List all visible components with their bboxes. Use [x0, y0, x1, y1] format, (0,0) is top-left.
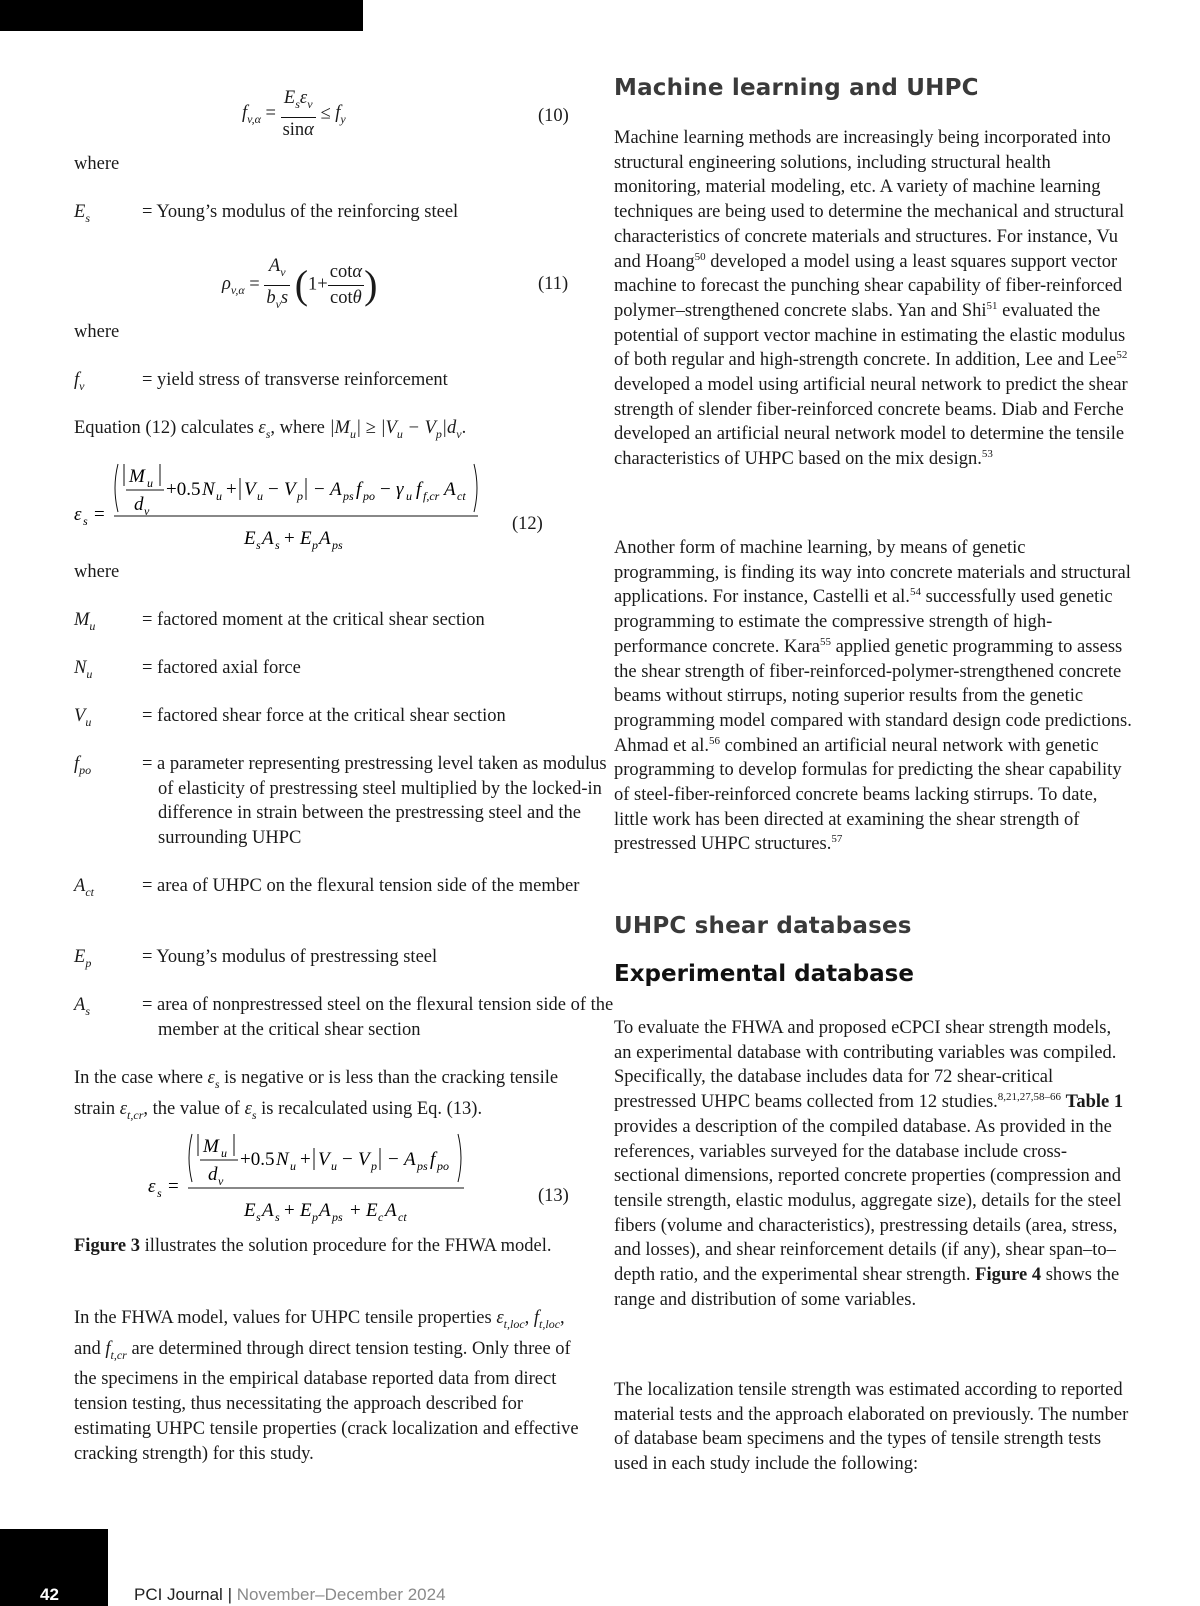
svg-text:s: s: [256, 538, 261, 552]
symbol-Act: $A_{ct}$: [74, 876, 94, 899]
svg-text:v: v: [144, 504, 150, 518]
equation-13-graphic: [148, 1126, 548, 1226]
equation-number: (10): [538, 106, 569, 126]
svg-text:u: u: [290, 1159, 296, 1173]
svg-text:u: u: [147, 476, 153, 490]
svg-text:p: p: [297, 489, 303, 503]
svg-text:V: V: [318, 1149, 330, 1170]
svg-text:u: u: [216, 489, 222, 503]
svg-text:ps: ps: [417, 1159, 428, 1173]
heading-experimental-database: Experimental database: [614, 961, 914, 987]
paragraph-fhwa: In the FHWA model, values for UHPC tensile properties $\varepsilon_{t,loc}$, $f_{t,loc}$, and $f_{t,cr}$ are determined through direct tension testing. Only three of the specimens in the empirical database reported data from direct tension testing, thus necessitating the approach described for estimating UHPC tensile properties (crack localization and effective cracking strength) for this study.: [74, 1308, 579, 1464]
svg-text:A: A: [319, 528, 331, 549]
svg-text:ε: ε: [148, 1176, 156, 1197]
svg-text:=: =: [94, 504, 105, 525]
svg-text:A: A: [330, 479, 342, 500]
where-label: where: [74, 154, 120, 174]
svg-text:po: po: [363, 489, 375, 503]
svg-text:V: V: [358, 1149, 370, 1170]
svg-text:+: +: [284, 528, 295, 549]
svg-text:A: A: [404, 1149, 416, 1170]
svg-text:A: A: [444, 479, 456, 500]
paragraph-localization: The localization tensile strength was estimated according to reported material tests and the approach elaborated on previously. The number of database beam specimens and the types of tensile strength tests used in each study include the following:: [614, 1380, 1129, 1475]
svg-text:p: p: [312, 1210, 318, 1224]
heading-shear-databases: UHPC shear databases: [614, 913, 912, 939]
symbol-As: $A_s$: [74, 995, 90, 1018]
symbol-Mu: $M_u$: [74, 610, 96, 633]
svg-text:A: A: [262, 1200, 274, 1221]
svg-text:s: s: [275, 538, 280, 552]
heading-machine-learning: Machine learning and UHPC: [614, 75, 979, 101]
svg-text:ps: ps: [332, 1210, 343, 1224]
equation-number: (11): [538, 274, 569, 294]
svg-text:f: f: [356, 479, 362, 500]
svg-text:ε: ε: [74, 504, 82, 525]
paragraph-ml-1: Machine learning methods are increasingly being incorporated into structural engineering solutions, including structural health monitoring, material modeling, etc. A variety of machine learning techniques are being used to determine the mechanical and structural characteristics of concrete materials and structures. For instance, Vu and Hoang$^{50}$ developed a model using a least squares support vector machine to forecast the punching shear capability of fiber-reinforced polymer–strengthened concrete slabs. Yan and Shi$^{51}$ evaluated the potential of support vector machine in estimating the elastic modulus of both regular and high-strength concrete. In addition, Lee and Lee$^{52}$ developed a model using artificial neural network to predict the shear strength of slender fiber-reinforced concrete beams. Diab and Ferche developed an artificial neural network model to determine the tensile characteristics of UHPC based on the mix design.$^{53}$: [614, 128, 1128, 470]
svg-text:p: p: [371, 1159, 377, 1173]
definition-Es: = Young’s modulus of the reinforcing steel: [142, 202, 459, 222]
symbol-Ep: $E_p$: [74, 947, 92, 970]
symbol-Nu: $N_u$: [74, 658, 93, 681]
svg-text:V: V: [284, 479, 296, 500]
journal-name: PCI Journal: [134, 1585, 223, 1604]
svg-text:u: u: [221, 1146, 227, 1160]
svg-text:+: +: [350, 1200, 361, 1221]
svg-text:+0.5: +0.5: [166, 479, 201, 500]
paragraph-figure3: Figure 3 illustrates the solution procedure for the FHWA model.: [74, 1236, 552, 1256]
svg-text:f,cr: f,cr: [423, 489, 440, 503]
svg-text:N: N: [202, 479, 215, 500]
equation-10: $f_{v,\alpha}$ = $\frac{E_s\varepsilon_v}{\sin\alpha}$ ≤ $f_y$: [242, 88, 346, 140]
equation-11: $\rho_{v,\alpha}$ = $\frac{A_v}{b_vs}$ (1+ $\frac{\cot\alpha}{\cot\theta}$ ): [222, 256, 378, 311]
svg-text:A: A: [319, 1200, 331, 1221]
svg-text:−: −: [314, 479, 325, 500]
svg-text:ps: ps: [332, 538, 343, 552]
svg-text:E: E: [300, 1200, 312, 1221]
svg-text:u: u: [331, 1159, 337, 1173]
svg-text:A: A: [262, 528, 274, 549]
svg-text:E: E: [300, 528, 312, 549]
svg-text:+: +: [284, 1200, 295, 1221]
footer-separator: |: [227, 1585, 232, 1604]
svg-text:d: d: [208, 1164, 218, 1185]
svg-text:po: po: [437, 1159, 449, 1173]
paragraph-database: To evaluate the FHWA and proposed eCPCI shear strength models, an experimental database with contributing variables was compiled. Specifically, the database includes data for 72 shear-critical prestressed UHPC beams collected from 12 studies.$^{8,21,27,58-66}$ Table 1 provides a description of the compiled database. As provided in the references, variables surveyed for the database include cross-sectional dimensions, reported concrete properties (compression and tensile strength, elastic modulus, aggregate size), details for the steel fibers (volume and characteristics), prestressing details (area, stress, and losses), and shear reinforcement details (if any), shear span–to–depth ratio, and the experimental shear strength. Figure 4 shows the range and distribution of some variables.: [614, 1018, 1124, 1310]
where-label: where: [74, 562, 120, 582]
symbol-fpo: $f_{po}$: [74, 754, 92, 777]
svg-text:E: E: [366, 1200, 378, 1221]
svg-text:c: c: [378, 1210, 384, 1224]
svg-text:M: M: [203, 1136, 219, 1157]
paragraph-case: In the case where $\varepsilon_s$ is negative or is less than the cracking tensile strain $\varepsilon_{t,cr}$, the value of $\varepsilon_s$ is recalculated using Eq. (13).: [74, 1068, 559, 1122]
definition-Mu: = factored moment at the critical shear section: [142, 610, 485, 630]
definition-fpo: = a parameter representing prestressing level taken as modulus of elasticity of prestressing steel multiplied by the locked-in difference in strain between the prestressing steel and the surrounding UHPC: [142, 754, 607, 849]
equation-12-graphic: [74, 458, 554, 558]
symbol-fv: $f_v$: [74, 370, 85, 393]
issue-date: November–December 2024: [236, 1585, 446, 1604]
where-label: where: [74, 322, 120, 342]
svg-text:f: f: [416, 479, 422, 500]
svg-text:ps: ps: [343, 489, 354, 503]
equation-12: [74, 458, 554, 566]
svg-text:+: +: [300, 1149, 311, 1170]
header-bar: [0, 0, 363, 31]
symbol-Vu: $V_u$: [74, 706, 92, 729]
svg-text:N: N: [276, 1149, 289, 1170]
svg-text:γ: γ: [396, 479, 404, 500]
equation-number: (13): [538, 1186, 569, 1206]
page-number: 42: [40, 1585, 59, 1604]
eq12-intro: Equation (12) calculates $\varepsilon_s$, where $|M_u| \ge |V_u - V_p|d_v$.: [74, 418, 467, 441]
definition-Ep: = Young’s modulus of prestressing steel: [142, 947, 438, 967]
footer-journal: [134, 1585, 446, 1605]
definition-fv: = yield stress of transverse reinforcement: [142, 370, 448, 390]
svg-text:E: E: [244, 528, 256, 549]
svg-text:s: s: [157, 1186, 162, 1200]
svg-text:ct: ct: [457, 489, 466, 503]
equation-13: [148, 1126, 548, 1234]
svg-text:u: u: [257, 489, 263, 503]
svg-text:s: s: [256, 1210, 261, 1224]
svg-text:u: u: [406, 489, 412, 503]
svg-text:A: A: [385, 1200, 397, 1221]
definition-Vu: = factored shear force at the critical shear section: [142, 706, 506, 726]
svg-text:E: E: [244, 1200, 256, 1221]
svg-text:−: −: [388, 1149, 399, 1170]
svg-text:ct: ct: [398, 1210, 407, 1224]
svg-text:s: s: [275, 1210, 280, 1224]
svg-text:V: V: [244, 479, 256, 500]
definition-As: = area of nonprestressed steel on the flexural tension side of the member at the critical shear section: [142, 995, 614, 1040]
svg-text:f: f: [430, 1149, 436, 1170]
svg-text:s: s: [83, 514, 88, 528]
definition-Nu: = factored axial force: [142, 658, 301, 678]
svg-text:=: =: [168, 1176, 179, 1197]
paragraph-ml-2: Another form of machine learning, by means of genetic programming, is finding its way into concrete materials and structural applications. For instance, Castelli et al.$^{54}$ successfully used genetic programming to estimate the compressive strength of high-performance concrete. Kara$^{55}$ applied genetic programming to assess the shear strength of fiber-reinforced-polymer-strengthened concrete beams without stirrups, noting superior results from the genetic programming model compared with standard design code predictions. Ahmad et al.$^{56}$ combined an artificial neural network with genetic programming to develop formulas for predicting the shear capability of steel-fiber-reinforced concrete beams lacking stirrups. To date, little work has been directed at examining the shear strength of prestressed UHPC structures.$^{57}$: [614, 538, 1132, 855]
svg-text:d: d: [134, 494, 144, 515]
definition-Act: = area of UHPC on the flexural tension side of the member: [142, 876, 580, 896]
svg-text:M: M: [129, 466, 145, 487]
svg-text:−: −: [380, 479, 391, 500]
symbol-Es: $E_s$: [74, 202, 90, 225]
svg-text:−: −: [268, 479, 279, 500]
svg-text:−: −: [342, 1149, 353, 1170]
svg-text:+: +: [226, 479, 237, 500]
svg-text:+0.5: +0.5: [240, 1149, 275, 1170]
equation-number: (12): [512, 514, 543, 534]
svg-text:p: p: [312, 538, 318, 552]
svg-text:v: v: [218, 1174, 224, 1188]
